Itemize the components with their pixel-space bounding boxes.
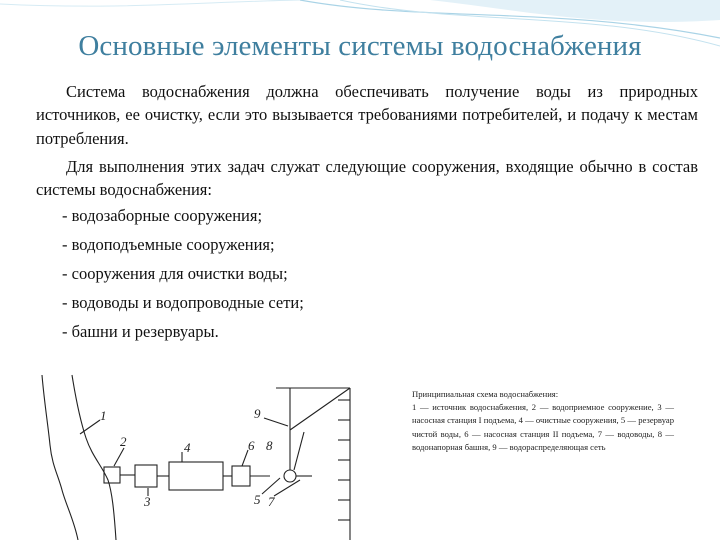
structures-paragraph: Для выполнения этих задач служат следующие сооружения, входящие обычно в состав системы водоснабжения: <box>36 156 698 200</box>
label-1: 1 <box>100 408 107 423</box>
treatment-plant <box>169 462 223 490</box>
label-2: 2 <box>120 434 127 449</box>
list-item: - водоподъемные сооружения; <box>62 235 275 255</box>
list-item: - водоводы и водопроводные сети; <box>62 293 304 313</box>
caption-title: Принципиальная схема водоснабжения: <box>412 389 559 399</box>
intro-paragraph: Система водоснабжения должна обеспечивать получение воды из природных источников, ее очистку, если это вызывается требованиями потребителей, и подачу к местам потребления. <box>36 82 698 148</box>
figure-caption <box>412 388 674 454</box>
water-tower <box>276 388 290 430</box>
water-source-bank-left <box>42 375 78 540</box>
label-8: 8 <box>266 438 273 453</box>
list-item: - водозаборные сооружения; <box>62 206 263 226</box>
pump-station-2 <box>284 470 296 482</box>
intake-structure <box>104 467 120 483</box>
page-title: Основные элементы системы водоснабжения <box>78 30 642 62</box>
pump-station-1 <box>135 465 157 487</box>
clean-water-reservoir <box>232 466 250 486</box>
list-item: - сооружения для очистки воды; <box>62 264 288 284</box>
body-text <box>36 80 698 346</box>
label-6: 6 <box>248 438 255 453</box>
label-5: 5 <box>254 492 261 507</box>
caption-text: 1 — источник водоснабжения, 2 — водоприемное сооружение, 3 — насосная станция I подъема, 4 — очистные сооружения, 5 — резервуар чистой воды, 6 — насосная станция II подъема, 7 — водоводы, 8 — водонапорная башня, 9 — водораспределяющая сеть <box>412 402 674 452</box>
list-item: - башни и резервуары. <box>62 322 219 342</box>
label-3: 3 <box>144 494 151 509</box>
label-9: 9 <box>254 406 261 421</box>
water-supply-diagram <box>36 370 406 540</box>
label-4: 4 <box>184 440 191 455</box>
water-source-bank-right <box>72 375 116 540</box>
label-7: 7 <box>268 494 275 509</box>
